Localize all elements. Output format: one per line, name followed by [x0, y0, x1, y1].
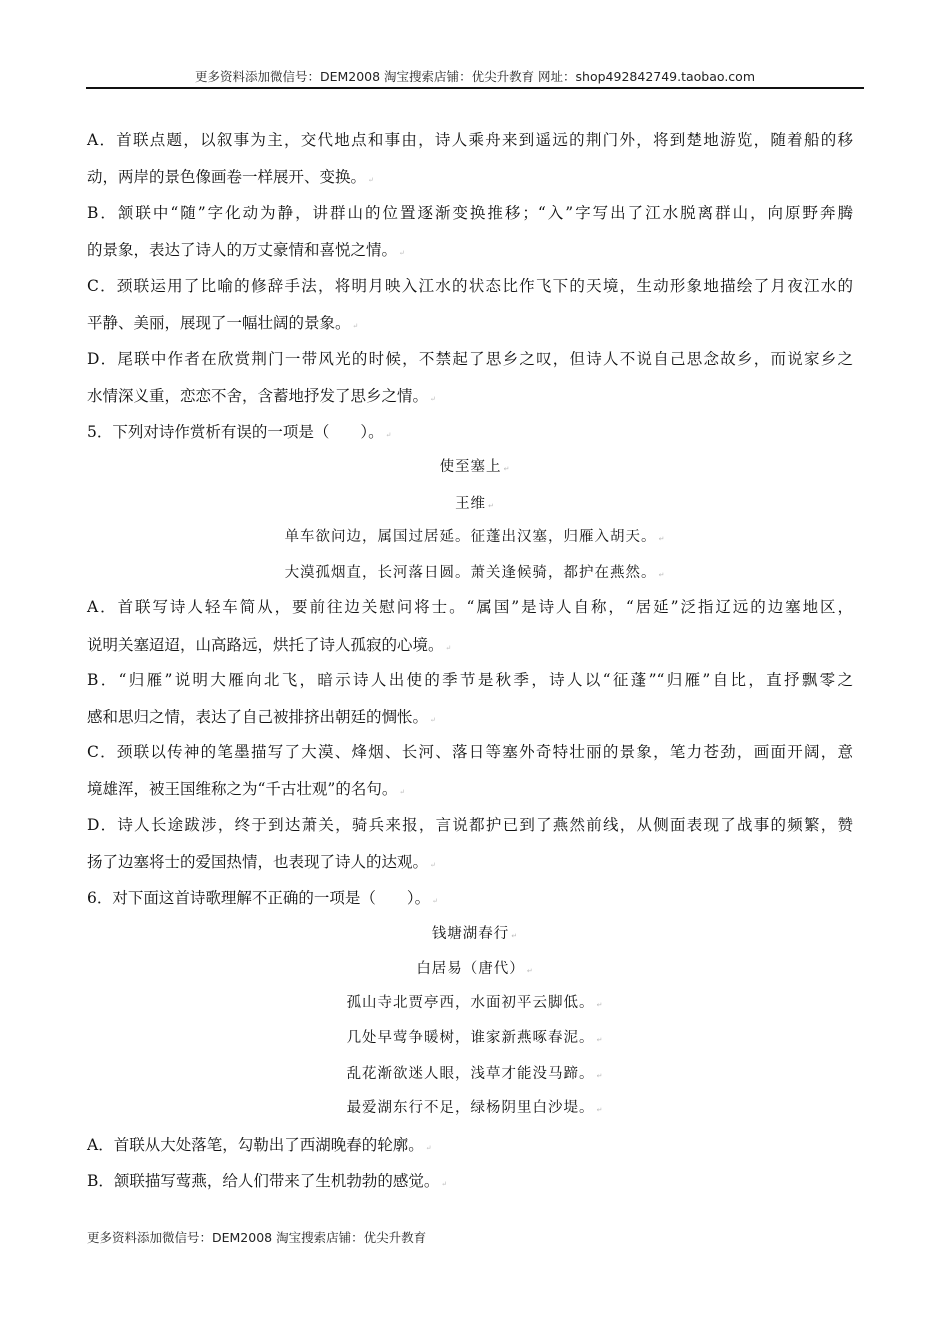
q5-option-d-line1: D．诗人长途跋涉，终于到达萧关，骑兵来报，言说都护已到了燕然前线，从侧面表现了战事的频繁，赞 [87, 816, 853, 834]
q5-option-b-line1: B．“归雁”说明大雁向北飞，暗示诗人出使的季节是秋季，诗人以“征蓬”“归雁”自比，直抒飘零之 [87, 671, 853, 689]
q5-poem-line: 单车欲问边，属国过居延。征蓬出汉塞，归雁入胡天。 ↵ [0, 527, 950, 549]
q6-stem: 6．对下面这首诗歌理解不正确的一项是（ ）。 ↵ [87, 888, 853, 911]
q5-poem-line: 大漠孤烟直，长河落日圆。萧关逢候骑，都护在燕然。 ↵ [0, 563, 950, 585]
q6-poem-line: 乱花渐欲迷人眼，浅草才能没马蹄。 ↵ [0, 1064, 950, 1086]
q5-option-a-line1: A．首联写诗人轻车简从，要前往边关慰问将士。“属国”是诗人自称，“居延”泛指辽远的边塞地区， [87, 598, 853, 616]
q4-option-d-line1: D．尾联中作者在欣赏荆门一带风光的时候，不禁起了思乡之叹，但诗人不说自己思念故乡，而说家乡之 [87, 350, 853, 368]
q4-option-c-line2: 平静、美丽，展现了一幅壮阔的景象。 ↵ [87, 313, 853, 336]
q4-option-a-line1: A．首联点题，以叙事为主，交代地点和事由，诗人乘舟来到遥远的荆门外，将到楚地游览，随着船的移 [87, 131, 853, 149]
q5-poem-author: 王维 ↵ [0, 494, 950, 516]
page-footer: 更多资料添加微信号：DEM2008 淘宝搜索店铺：优尖升教育 [87, 1230, 427, 1245]
page-header: 更多资料添加微信号：DEM2008 淘宝搜索店铺：优尖升教育 网址：shop492842749.taobao.com [194, 69, 756, 84]
q6-poem-line: 最爱湖东行不足，绿杨阴里白沙堤。 ↵ [0, 1098, 950, 1120]
q6-option-a: A．首联从大处落笔，勾勒出了西湖晚春的轮廓。 ↵ [87, 1135, 853, 1158]
q5-stem: 5．下列对诗作赏析有误的一项是（ ）。 ↵ [87, 422, 853, 445]
header-rule [86, 87, 864, 89]
q5-poem-title: 使至塞上 ↵ [0, 457, 950, 479]
q6-option-b: B．颔联描写莺燕，给人们带来了生机勃勃的感觉。 ↵ [87, 1171, 853, 1194]
q6-poem-line: 几处早莺争暖树，谁家新燕啄春泥。 ↵ [0, 1028, 950, 1050]
q4-option-c-line1: C．颈联运用了比喻的修辞手法，将明月映入江水的状态比作飞下的天境，生动形象地描绘了月夜江水的 [87, 277, 853, 295]
q6-poem-title: 钱塘湖春行 ↵ [0, 924, 950, 946]
q5-option-c-line1: C．颈联以传神的笔墨描写了大漠、烽烟、长河、落日等塞外奇特壮丽的景象，笔力苍劲，画面开阔，意 [87, 743, 853, 761]
q4-option-a-line2: 动，两岸的景色像画卷一样展开、变换。 ↵ [87, 167, 853, 190]
q4-option-b-line1: B．颔联中“随”字化动为静，讲群山的位置逐渐变换推移；“入”字写出了江水脱离群山，向原野奔腾 [87, 204, 853, 222]
q5-option-c-line2: 境雄浑，被王国维称之为“千古壮观”的名句。 ↵ [87, 779, 853, 802]
q5-option-a-line2: 说明关塞迢迢，山高路远，烘托了诗人孤寂的心境。 ↵ [87, 635, 853, 658]
q4-option-b-line2: 的景象，表达了诗人的万丈豪情和喜悦之情。 ↵ [87, 240, 853, 263]
q5-option-b-line2: 感和思归之情，表达了自己被排挤出朝廷的惆怅。 ↵ [87, 707, 853, 730]
q4-option-d-line2: 水情深义重，恋恋不舍，含蓄地抒发了思乡之情。 ↵ [87, 386, 853, 409]
q5-option-d-line2: 扬了边塞将士的爱国热情，也表现了诗人的达观。 ↵ [87, 852, 853, 875]
q6-poem-line: 孤山寺北贾亭西，水面初平云脚低。 ↵ [0, 993, 950, 1015]
q6-poem-author: 白居易（唐代） ↵ [0, 959, 950, 981]
